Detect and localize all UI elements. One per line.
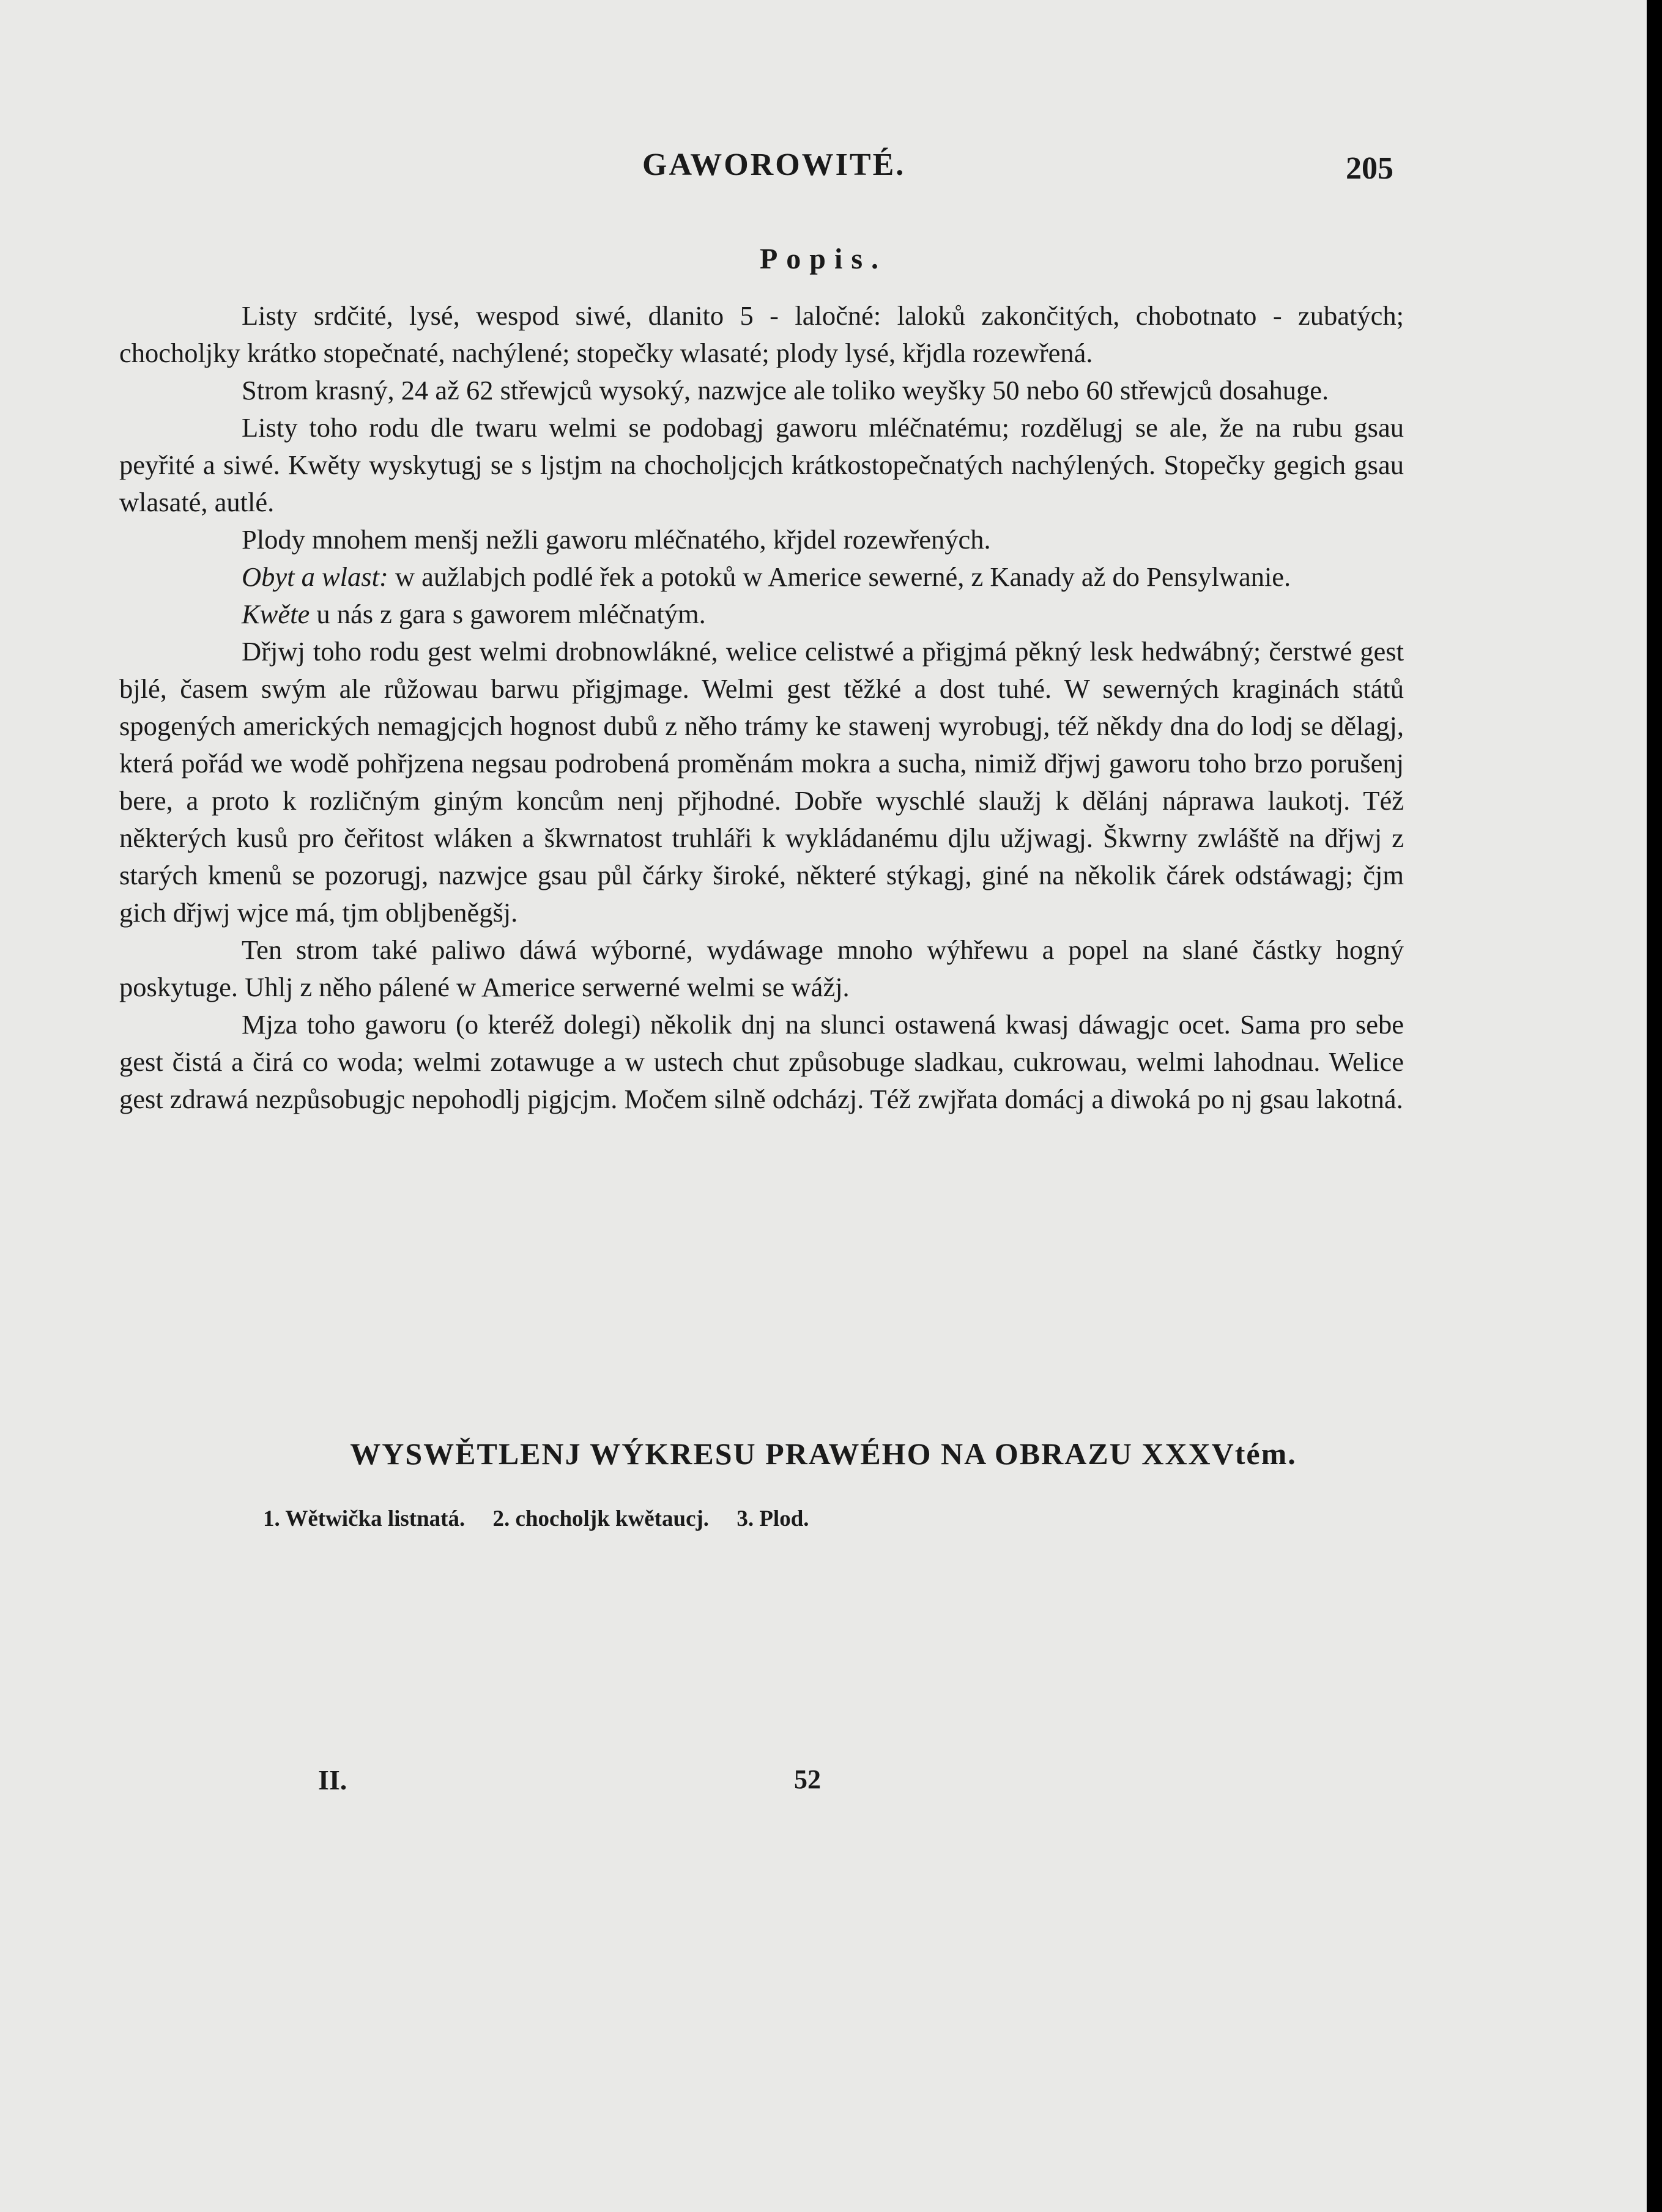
habitat-label: Obyt a wlast: <box>242 561 388 592</box>
page-header <box>0 147 1647 190</box>
printer-signature <box>0 1764 1647 1800</box>
legend-item: 1. Wětwička listnatá. <box>263 1506 466 1531</box>
habitat-text: w aužlabjch podlé řek a potoků w Americe sewerné, z Kanady až do Pensylwanie. <box>388 561 1291 592</box>
flowering-text: u nás z gara s gaworem mléčnatým. <box>310 599 706 629</box>
paragraph-fruit: Plody mnohem menšj nežli gaworu mléčnatého, křjdel rozewřených. <box>242 524 991 555</box>
body-text <box>119 297 1404 1118</box>
paragraph-description: Listy srdčité, lysé, wespod siwé, dlanito 5 - laločné: laloků zakončitých, chobotnato - zubatých; chocholjky krátko stopečnaté, nachýlené; stopečky wlasaté; plody lysé, křjdla rozewřená. <box>119 300 1404 368</box>
signature-sheet: 52 <box>794 1764 821 1794</box>
legend-item: 3. Plod. <box>736 1506 809 1531</box>
paragraph-flowering <box>119 596 1404 633</box>
plate-explanation-title: WYSWĚTLENJ WÝKRESU PRAWÉHO NA OBRAZU XXXVtém. <box>350 1437 1297 1471</box>
section-title: Popis. <box>759 243 888 275</box>
running-title: GAWOROWITÉ. <box>642 147 906 182</box>
plate-legend <box>263 1506 831 1532</box>
paragraph-fuel: Ten strom také paliwo dáwá wýborné, wydáwage mnoho wýhřewu a popel na slané částky hogný poskytuge. Uhlj z něho pálené w Americe serwerné welmi se wážj. <box>119 934 1404 1002</box>
paragraph-wood: Dřjwj toho rodu gest welmi drobnowlákné, welice celistwé a přigjmá pěkný lesk hedwábný; čerstwé gest bjlé, časem swým ale růžowau barwu přigjmage. Welmi gest těžké a dost tuhé. W sewerných kraginách států spogených amerických nemagjcjch hognost dubů z něho trámy ke stawenj wyrobugj, též někdy dna do lodj se dělagj, která pořád we wodě pohřjzena negsau podrobená proměnám mokra a sucha, nimiž dřjwj gaworu toho brzo porušenj bere, a proto k rozličným giným koncům nenj přjhodné. Dobře wyschlé slaužj k dělánj náprawa laukotj. Též některých kusů pro čeřitost wláken a škwrnatost truhláři k wykládanému djlu užjwagj. Škwrny zwláště na dřjwj z starých kmenů se pozorugj, nazwjce gsau půl čárky široké, některé stýkagj, giné na několik čárek odstáwagj; čjm gich dřjwj wjce má, tjm oblјbeněgšj. <box>119 636 1404 928</box>
paragraph-sap: Mjza toho gaworu (o kteréž dolegi) několik dnj na slunci ostawená kwasj dáwagjc ocet. Sama pro sebe gest čistá a čirá co woda; welmi zotawuge a w ustech chut způsobuge sladkau, cukrowau, welmi lahodnau. Welice gest zdrawá nezpůsobugjc nepohodlj pigjcjm. Močem silně odcházj. Též zwjřata domácj a diwoká po nj gsau lakotná. <box>119 1009 1404 1114</box>
flowering-label: Kwěte <box>242 599 310 629</box>
paragraph-size: Strom krasný, 24 až 62 střewjců wysoký, nazwjce ale toliko weyšky 50 nebo 60 střewjců dosahuge. <box>242 375 1329 405</box>
legend-item: 2. chocholjk kwětaucj. <box>492 1506 710 1531</box>
page-number: 205 <box>1346 151 1393 186</box>
paragraph-leaves: Listy toho rodu dle twaru welmi se podobagj gaworu mléčnatému; rozdělugj se ale, že na rubu gsau peyřité a siwé. Kwěty wyskytugj se s ljstjm na chocholjcjch krátkostopečnatých nachýlených. Stopečky gegich gsau wlasaté, autlé. <box>119 412 1404 517</box>
signature-volume: II. <box>318 1764 347 1796</box>
paragraph-habitat <box>119 558 1404 596</box>
